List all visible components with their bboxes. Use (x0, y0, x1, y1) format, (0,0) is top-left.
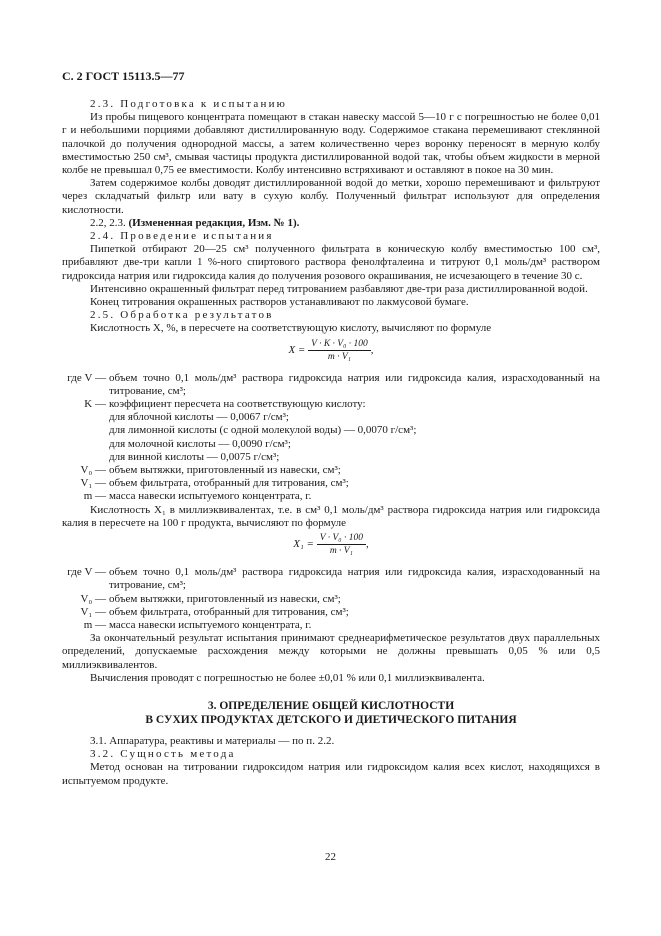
legend-symbol: K — (84, 398, 106, 411)
k-value: для яблочной кислоты — 0,0067 г/см³; (109, 411, 289, 424)
paragraph: Интенсивно окрашенный фильтрат перед титрованием разбавляют две-три раза дистиллированной водой. (90, 282, 588, 295)
formula-numerator: V · K · V₀ · 100 (308, 338, 371, 351)
page-number: 22 (325, 851, 336, 863)
legend-symbol: m — (83, 618, 106, 631)
formula-lhs: X₁ = (293, 537, 314, 550)
revision-prefix: 2.2, 2.3. (90, 216, 129, 229)
paragraph: Метод основан на титровании гидроксидом натрия или гидроксидом калия всех кислот, находящихся в испытуемом продукте. (62, 761, 600, 787)
legend-text: объем фильтрата, отобранный для титрования, см³; (109, 477, 349, 490)
k-value: для молочной кислоты — 0,0090 г/см³; (109, 437, 291, 450)
formula-x (62, 336, 600, 370)
formula-fraction (308, 338, 371, 363)
paragraph: Конец титрования окрашенных растворов устанавливают по лакмусовой бумаге. (90, 296, 469, 309)
formula-x1 (62, 530, 600, 564)
legend-symbol: V₀ — (80, 592, 106, 605)
formula-denominator: m · V₁ (329, 546, 353, 557)
legend-text: масса навески испытуемого концентрата, г. (109, 618, 312, 631)
legend-symbol: V₀ — (80, 464, 106, 477)
section-3-heading (62, 699, 600, 727)
legend-text: объем точно 0,1 моль/дм³ раствора гидроксида натрия или гидроксида калия, израсходованный на титрование, см³; (109, 371, 600, 397)
section-3-heading-line-1: 3. ОПРЕДЕЛЕНИЕ ОБЩЕЙ КИСЛОТНОСТИ (207, 699, 455, 712)
formula-lhs: X = (288, 343, 306, 356)
page-header: С. 2 ГОСТ 15113.5—77 (62, 69, 185, 83)
formula-numerator: V · V₀ · 100 (317, 532, 366, 545)
formula-denominator: m · V₁ (327, 351, 351, 362)
legend-text: объем фильтрата, отобранный для титрования, см³; (109, 605, 349, 618)
formula-legend-1 (62, 372, 600, 504)
k-value: для лимонной кислоты (с одной молекулой воды) — 0,0070 г/см³; (109, 424, 417, 437)
paragraph: Вычисления проводят с погрешностью не более ±0,01 % или 0,1 миллиэквивалента. (90, 671, 485, 684)
paragraph: Кислотность X, %, в пересчете на соответствующую кислоту, вычисляют по формуле (90, 322, 492, 335)
paragraph: 3.1. Аппаратура, реактивы и материалы — по п. 2.2. (90, 734, 335, 747)
legend-text: объем вытяжки, приготовленный из навески, см³; (109, 592, 341, 605)
legend-text: объем точно 0,1 моль/дм³ раствора гидроксида натрия или гидроксида калия, израсходованный на титрование, см³; (109, 566, 600, 592)
legend-text: объем вытяжки, приготовленный из навески, см³; (109, 464, 341, 477)
formula-fraction (317, 532, 366, 557)
paragraph: Пипеткой отбирают 20—25 см³ полученного фильтрата в коническую колбу вместимостью 100 см³, прибавляют две-три капли 1 %-ного спиртового раствора фенолфталеина и титруют 0,1 моль/дм³ раствором гидроксида натрия или гидроксида калия до получения розового окрашивания, не исчезающего в течение 30 с. (62, 243, 600, 282)
section-2-5-title: 2.5. Обработка результатов (90, 309, 274, 322)
legend-symbol: m — (83, 490, 106, 503)
revision-note (62, 217, 600, 230)
legend-symbol: V₁ — (80, 477, 106, 490)
legend-symbol: где V — (67, 566, 106, 579)
document-body (62, 98, 600, 788)
legend-symbol: V₁ — (80, 605, 106, 618)
legend-symbol: где V — (67, 371, 106, 384)
formula-tail: , (365, 537, 369, 550)
section-2-3-title: 2.3. Подготовка к испытанию (90, 98, 288, 110)
legend-text: коэффициент пересчета на соответствующую кислоту: (109, 398, 366, 411)
revision-label: (Измененная редакция, Изм. № 1). (128, 216, 300, 229)
paragraph: За окончательный результат испытания принимают среднеарифметическое результатов двух параллельных определений, допускаемые расхождения между которыми не должны превышать 0,05 % или 0,5 миллиэквивалентов. (62, 632, 600, 671)
formula-tail: , (370, 343, 374, 356)
section-3-heading-line-2: В СУХИХ ПРОДУКТАХ ДЕТСКОГО И ДИЕТИЧЕСКОГО ПИТАНИЯ (145, 713, 517, 726)
section-3-2-title: 3.2. Сущность метода (90, 748, 236, 761)
formula-legend-2 (62, 566, 600, 632)
paragraph: Затем содержимое колбы доводят дистиллированной водой до метки, хорошо перемешивают и фильтруют через складчатый фильтр или вату в сухую колбу. Полученный фильтрат используют для определения кислотности. (62, 177, 600, 216)
paragraph: Кислотность X₁ в миллиэквивалентах, т.е. в см³ 0,1 моль/дм³ раствора гидроксида натрия или гидроксида калия в пересчете на 100 г продукта, вычисляют по формуле (62, 503, 600, 529)
k-value: для винной кислоты — 0,0075 г/см³; (109, 450, 280, 463)
legend-text: масса навески испытуемого концентрата, г. (109, 490, 312, 503)
section-2-4-title: 2.4. Проведение испытания (90, 230, 274, 243)
paragraph: Из пробы пищевого концентрата помещают в стакан навеску массой 5—10 г с погрешностью не более 0,01 г и небольшими порциями добавляют дистиллированную воду. Содержимое стакана перемешивают стеклянной палочкой до получения однородной массы, а затем количественно через воронку переносят в мерную колбу вместимостью 250 см³, смывая частицы продукта дистиллированной водой так, чтобы объем жидкости в мерной колбе не превышал 0,75 ее вместимости. Колбу интенсивно встряхивают и оставляют в покое на 30 мин. (62, 111, 600, 177)
